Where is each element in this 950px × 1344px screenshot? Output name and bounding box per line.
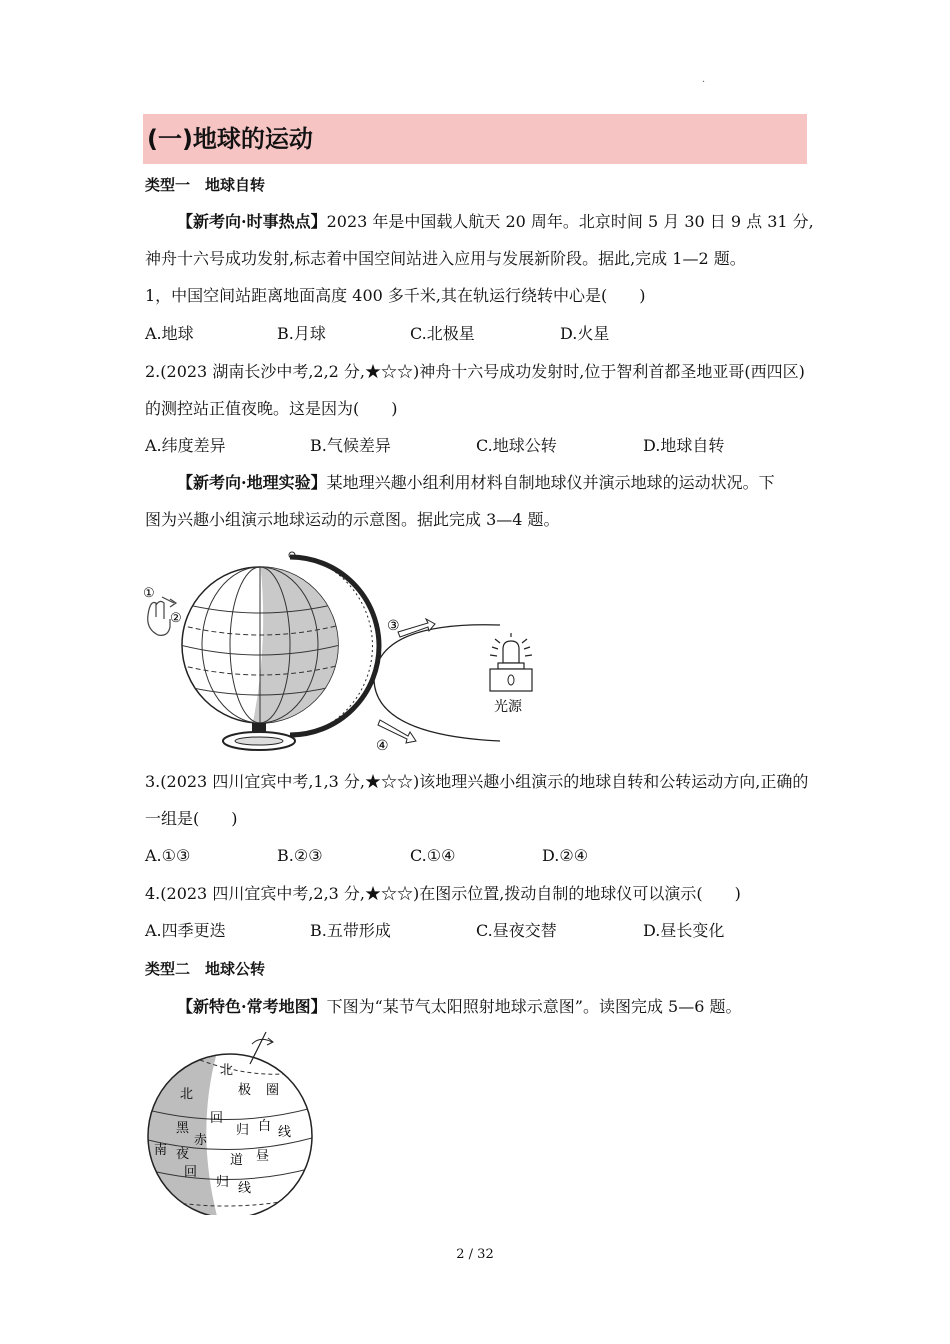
- label-gui: 归: [236, 1123, 250, 1138]
- globe-experiment-figure: [140, 545, 560, 760]
- q3-stem-line1: 3.(2023 四川宜宾中考,1,3 分,★☆☆)该地理兴趣小组演示的地球自转和公转运动方向,正确的: [145, 772, 809, 791]
- corner-mark: ·: [702, 77, 706, 88]
- q1-option-a: A.地球: [145, 324, 194, 343]
- type1-heading: 类型一 地球自转: [145, 176, 266, 194]
- label-ji: 极: [238, 1083, 252, 1098]
- intro1-line1: [177, 211, 814, 233]
- q3-option-c: C.①④: [410, 846, 456, 865]
- intro2-line1: [177, 472, 775, 494]
- intro3-line1: [177, 996, 741, 1018]
- section-banner: [143, 114, 807, 164]
- q3-stem-line2: 一组是( ): [145, 809, 238, 828]
- label-bei: 北: [220, 1063, 234, 1078]
- hand-label-1: ①: [143, 586, 155, 601]
- label-xian2: 线: [238, 1181, 252, 1196]
- label-nan: 南: [154, 1143, 168, 1158]
- intro2-tag: 【新考向·地理实验】: [177, 473, 327, 492]
- label-bai: 白: [258, 1119, 272, 1134]
- sunlight-globe-figure: [140, 1030, 320, 1215]
- q4-option-d: D.昼长变化: [643, 921, 725, 940]
- q1-option-d: D.火星: [560, 324, 610, 343]
- label-dao: 道: [230, 1153, 244, 1168]
- q1-option-b: B.月球: [277, 324, 326, 343]
- q3-option-d: D.②④: [542, 846, 589, 865]
- intro3-tag: 【新特色·常考地图】: [177, 997, 327, 1016]
- q2-option-c: C.地球公转: [476, 436, 557, 455]
- orbit-label-3: ③: [387, 618, 400, 634]
- night-shading: [248, 545, 380, 745]
- q4-option-a: A.四季更迭: [145, 921, 226, 940]
- light-source-label: 光源: [494, 699, 522, 715]
- orbit-label-4: ④: [376, 738, 389, 754]
- type2-heading: 类型二 地球公转: [145, 960, 266, 978]
- intro1-tag: 【新考向·时事热点】: [177, 212, 327, 231]
- q2-option-b: B.气候差异: [310, 436, 391, 455]
- label-xian: 线: [278, 1125, 292, 1140]
- q2-stem-line1: 2.(2023 湖南长沙中考,2,2 分,★☆☆)神舟十六号成功发射时,位于智利首都圣地亚哥(西四区): [145, 362, 805, 381]
- intro2-text: 某地理兴趣小组利用材料自制地球仪并演示地球的运动状况。下: [326, 473, 775, 492]
- hand-label-2: ②: [170, 611, 182, 626]
- q2-option-a: A.纬度差异: [145, 436, 226, 455]
- q3-option-b: B.②③: [277, 846, 323, 865]
- label-hui: 回: [210, 1111, 224, 1126]
- page-number: 2 / 32: [456, 1247, 494, 1262]
- label-zhou: 昼: [256, 1149, 270, 1164]
- label-gui2: 归: [216, 1175, 230, 1190]
- label-hei: 黑: [176, 1121, 190, 1136]
- q4-stem: 4.(2023 四川宜宾中考,2,3 分,★☆☆)在图示位置,拨动自制的地球仪可以演示( ): [145, 884, 741, 903]
- q2-stem-line2: 的测控站正值夜晚。这是因为( ): [145, 399, 398, 418]
- label-bei2: 北: [180, 1087, 194, 1102]
- q3-option-a: A.①③: [145, 846, 191, 865]
- orbit-path: [374, 625, 500, 741]
- label-hui2: 回: [184, 1165, 198, 1180]
- light-source-icon: [490, 633, 532, 691]
- label-chi: 赤: [194, 1133, 208, 1148]
- intro1-line2: 神舟十六号成功发射,标志着中国空间站进入应用与发展新阶段。据此,完成 1—2 题。: [145, 249, 746, 268]
- label-quan: 圈: [266, 1083, 280, 1098]
- q1-option-c: C.北极星: [410, 324, 475, 343]
- section-title: (一)地球的运动: [147, 125, 313, 153]
- q4-option-b: B.五带形成: [310, 921, 391, 940]
- q1-stem: 1，中国空间站距离地面高度 400 多千米,其在轨运行绕转中心是( ): [145, 286, 646, 305]
- intro3-text: 下图为“某节气太阳照射地球示意图”。读图完成 5—6 题。: [326, 997, 742, 1016]
- orbit-arrow-3: [398, 619, 435, 637]
- intro1-text: 2023 年是中国载人航天 20 周年。北京时间 5 月 30 日 9 点 31 分,: [326, 212, 814, 231]
- q4-option-c: C.昼夜交替: [476, 921, 557, 940]
- label-ye: 夜: [176, 1147, 190, 1162]
- intro2-line2: 图为兴趣小组演示地球运动的示意图。据此完成 3—4 题。: [145, 510, 560, 529]
- q2-option-d: D.地球自转: [643, 436, 725, 455]
